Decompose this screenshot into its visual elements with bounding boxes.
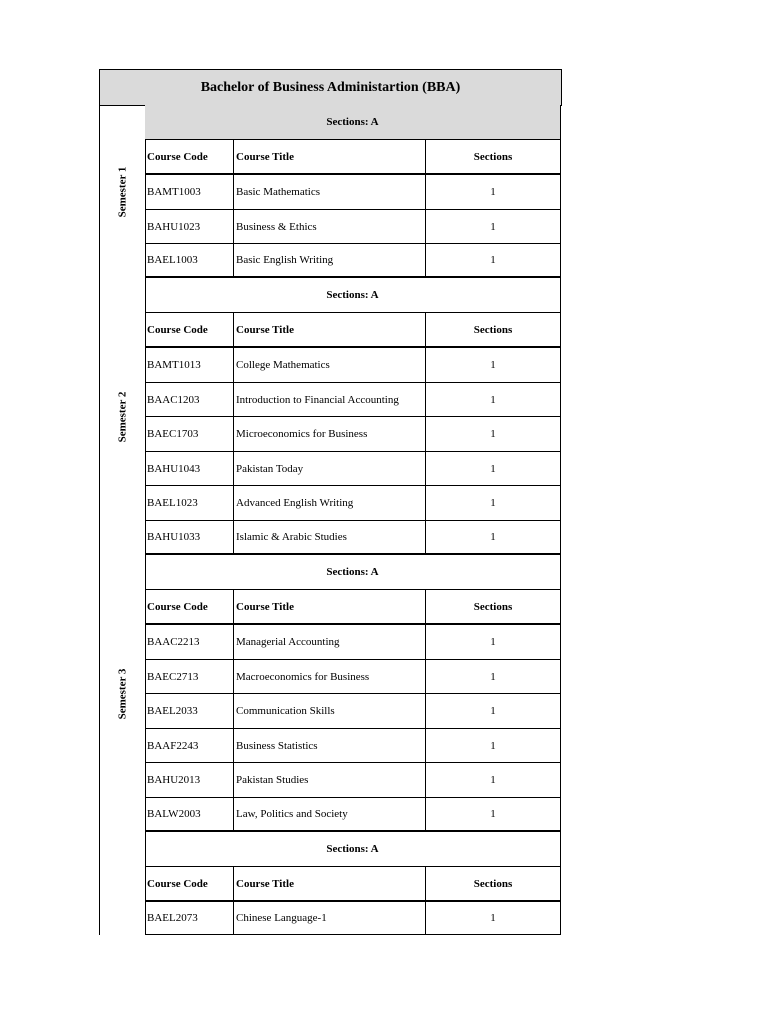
course-sections: 1 — [490, 393, 496, 406]
course-sections: 1 — [490, 220, 496, 233]
table-row — [145, 210, 561, 244]
table-row — [145, 521, 561, 555]
table-row — [145, 729, 561, 763]
course-title: Business & Ethics — [234, 210, 426, 243]
table-row — [145, 486, 561, 521]
course-sections: 1 — [490, 636, 496, 648]
course-sections: 1 — [490, 670, 496, 683]
course-title: Advanced English Writing — [234, 486, 426, 520]
table-row — [145, 175, 561, 210]
sections-header: Sections: A — [145, 278, 561, 313]
course-title: Managerial Accounting — [234, 625, 426, 659]
course-sections: 1 — [490, 186, 496, 198]
course-table — [99, 69, 562, 935]
course-title: Business Statistics — [234, 729, 426, 762]
course-title: Microeconomics for Business — [234, 417, 426, 451]
header-course-title: Course Title — [234, 867, 426, 900]
table-row — [145, 348, 561, 383]
course-code: BAEC2713 — [145, 660, 234, 693]
course-code: BAEC1703 — [145, 417, 234, 451]
course-code: BAEL2073 — [145, 902, 234, 934]
course-sections: 1 — [490, 531, 496, 543]
semester-label — [99, 832, 146, 935]
course-code: BALW2003 — [145, 798, 234, 830]
course-sections: 1 — [490, 497, 496, 509]
course-title: Basic Mathematics — [234, 175, 426, 209]
course-code: BAEL1023 — [145, 486, 234, 520]
column-header-row — [145, 313, 561, 348]
header-course-title: Course Title — [234, 590, 426, 623]
course-title: Islamic & Arabic Studies — [234, 521, 426, 553]
column-header-row — [145, 867, 561, 902]
header-sections: Sections — [473, 600, 513, 613]
table-row — [145, 244, 561, 278]
course-code: BAAC1203 — [145, 383, 234, 416]
semester-label: Semester 1 — [99, 105, 146, 278]
course-title: Introduction to Financial Accounting — [234, 383, 426, 416]
course-title: Communication Skills — [234, 694, 426, 728]
table-row — [145, 417, 561, 452]
semester-2-block — [99, 278, 562, 555]
table-row — [145, 798, 561, 832]
course-code: BAEL1003 — [145, 244, 234, 276]
table-row — [145, 694, 561, 729]
header-course-code: Course Code — [145, 140, 234, 173]
table-row — [145, 625, 561, 660]
course-code: BAMT1013 — [145, 348, 234, 382]
course-title: Macroeconomics for Business — [234, 660, 426, 693]
sections-header: Sections: A — [145, 555, 561, 590]
header-sections: Sections — [473, 323, 513, 336]
course-sections: 1 — [490, 705, 496, 717]
course-sections: 1 — [490, 808, 496, 820]
header-sections: Sections — [473, 877, 513, 890]
sections-header: Sections: A — [145, 105, 561, 140]
course-code: BAAC2213 — [145, 625, 234, 659]
course-title: College Mathematics — [234, 348, 426, 382]
course-title: Pakistan Studies — [234, 763, 426, 797]
course-code: BAHU1043 — [145, 452, 234, 485]
document-title: Bachelor of Business Administartion (BBA) — [99, 69, 562, 106]
course-title: Pakistan Today — [234, 452, 426, 485]
course-title: Basic English Writing — [234, 244, 426, 276]
course-title: Law, Politics and Society — [234, 798, 426, 830]
course-sections: 1 — [490, 359, 496, 371]
sections-header: Sections: A — [145, 832, 561, 867]
header-course-title: Course Title — [234, 140, 426, 173]
course-sections: 1 — [490, 254, 496, 266]
course-code: BAAF2243 — [145, 729, 234, 762]
course-code: BAEL2033 — [145, 694, 234, 728]
course-code: BAMT1003 — [145, 175, 234, 209]
course-sections: 1 — [490, 462, 496, 475]
table-row — [145, 383, 561, 417]
course-sections: 1 — [490, 912, 496, 924]
header-course-code: Course Code — [145, 590, 234, 623]
table-row — [145, 902, 561, 935]
semester-1-block — [99, 105, 562, 278]
table-row — [145, 452, 561, 486]
semester-4-block — [99, 832, 562, 935]
course-code: BAHU1033 — [145, 521, 234, 553]
semester-label: Semester 2 — [99, 278, 146, 555]
table-row — [145, 660, 561, 694]
table-row — [145, 763, 561, 798]
course-sections: 1 — [490, 774, 496, 786]
course-sections: 1 — [490, 428, 496, 440]
header-course-code: Course Code — [145, 867, 234, 900]
header-course-title: Course Title — [234, 313, 426, 346]
column-header-row — [145, 590, 561, 625]
course-title: Chinese Language-1 — [234, 902, 426, 934]
header-sections: Sections — [473, 150, 513, 163]
course-sections: 1 — [490, 739, 496, 752]
semester-label: Semester 3 — [99, 555, 146, 832]
semester-3-block — [99, 555, 562, 832]
course-code: BAHU1023 — [145, 210, 234, 243]
column-header-row — [145, 140, 561, 175]
course-code: BAHU2013 — [145, 763, 234, 797]
header-course-code: Course Code — [145, 313, 234, 346]
